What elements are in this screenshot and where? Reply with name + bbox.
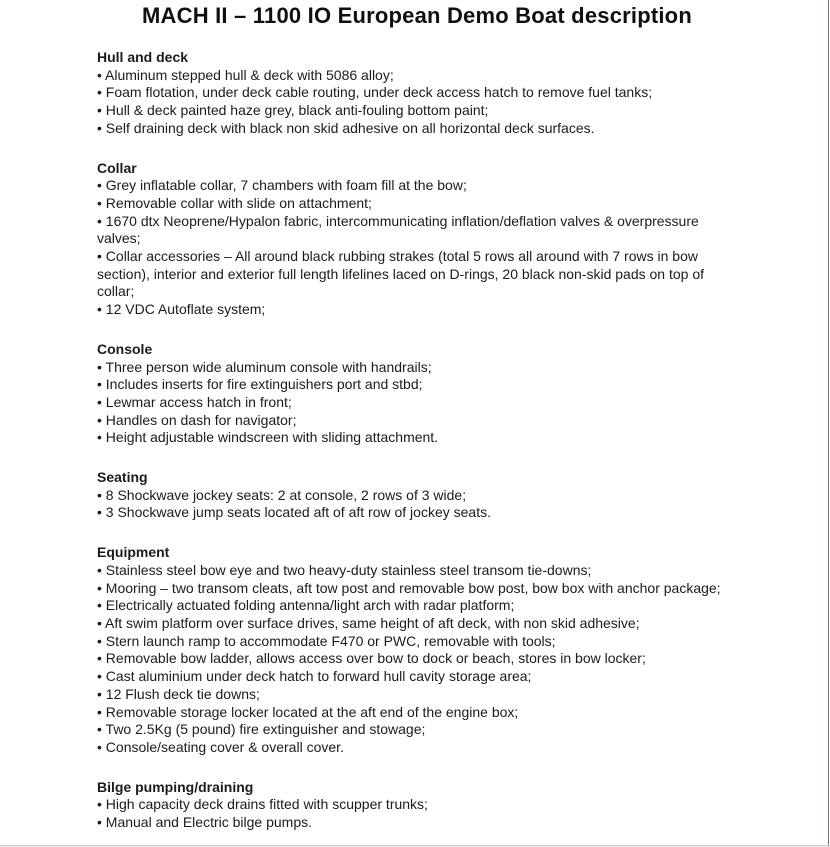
document-title: MACH II – 1100 IO European Demo Boat description [142,3,692,28]
bullet-item: • Includes inserts for fire extinguishers port and stbd; [97,376,423,393]
section-heading: Equipment [97,544,170,561]
page-edge-right-line [828,0,829,847]
bullet-item: • Self draining deck with black non skid adhesive on all horizontal deck surfaces. [97,119,595,136]
bullet-list [97,796,737,831]
section-heading: Bilge pumping/draining [97,778,254,795]
bullet-list [97,359,737,448]
document-section [97,544,737,756]
bullet-item: • Removable collar with slide on attachment; [97,194,372,211]
bullet-list [97,487,737,522]
document-section [97,469,737,522]
bullet-item: • Console/seating cover & overall cover. [97,738,344,755]
section-heading: Console [97,340,153,357]
bullet-item: • 3 Shockwave jump seats located aft of aft row of jockey seats. [97,504,491,521]
bullet-item: • 12 Flush deck tie downs; [97,685,260,702]
bullet-item: • Stern launch ramp to accommodate F470 or PWC, removable with tools; [97,632,556,649]
page-edge-bottom-line [0,845,830,846]
bullet-item: • 12 VDC Autoflate system; [97,301,266,318]
document-section [97,49,737,138]
bullet-item: • Grey inflatable collar, 7 chambers with foam fill at the bow; [97,177,467,194]
bullet-item: • 8 Shockwave jockey seats: 2 at console, 2 rows of 3 wide; [97,486,467,503]
document-section [97,160,737,319]
bullet-item: • Removable bow ladder, allows access over bow to dock or beach, stores in bow locker; [97,650,646,667]
bullet-item: • Lewmar access hatch in front; [97,393,292,410]
bullet-item: • Stainless steel bow eye and two heavy-duty stainless steel transom tie-downs; [97,561,592,578]
bullet-item: • Height adjustable windscreen with sliding attachment. [97,429,439,446]
bullet-item: • Hull & deck painted haze grey, black anti-fouling bottom paint; [97,102,489,119]
bullet-item: • Foam flotation, under deck cable routing, under deck access hatch to remove fuel tanks; [97,84,653,101]
bullet-item: • Aluminum stepped hull & deck with 5086 alloy; [97,66,394,83]
bullet-item: • Handles on dash for navigator; [97,411,297,428]
bullet-list [97,177,737,319]
bullet-item: • Two 2.5Kg (5 pound) fire extinguisher and stowage; [97,721,426,738]
bullet-list [97,67,737,138]
document-section [97,341,737,447]
bullet-item: • 1670 dtx Neoprene/Hypalon fabric, intercommunicating inflation/deflation valves & overpressure valves; [97,212,699,247]
bullet-item: • Collar accessories – All around black rubbing strakes (total 5 rows all around with 7 rows in bow section), interior and exterior full length lifelines laced on D-rings, 20 black non-skid pads on top of collar; [97,248,704,300]
bullet-item: • Manual and Electric bilge pumps. [97,814,313,831]
document-content [97,3,737,832]
bullet-list [97,562,737,757]
sections-container [97,49,737,832]
section-heading: Collar [97,159,137,176]
bullet-item: • Aft swim platform over surface drives, same height of aft deck, with non skid adhesive; [97,614,640,631]
bullet-item: • High capacity deck drains fitted with scupper trunks; [97,796,428,813]
bullet-item: • Three person wide aluminum console with handrails; [97,358,432,375]
bullet-item: • Removable storage locker located at the aft end of the engine box; [97,703,519,720]
bullet-item: • Mooring – two transom cleats, aft tow post and removable bow post, bow box with anchor package; [97,579,721,596]
section-heading: Seating [97,469,148,486]
bullet-item: • Cast aluminium under deck hatch to forward hull cavity storage area; [97,668,532,685]
section-heading: Hull and deck [97,49,189,65]
bullet-item: • Electrically actuated folding antenna/light arch with radar platform; [97,597,515,614]
document-section [97,779,737,832]
